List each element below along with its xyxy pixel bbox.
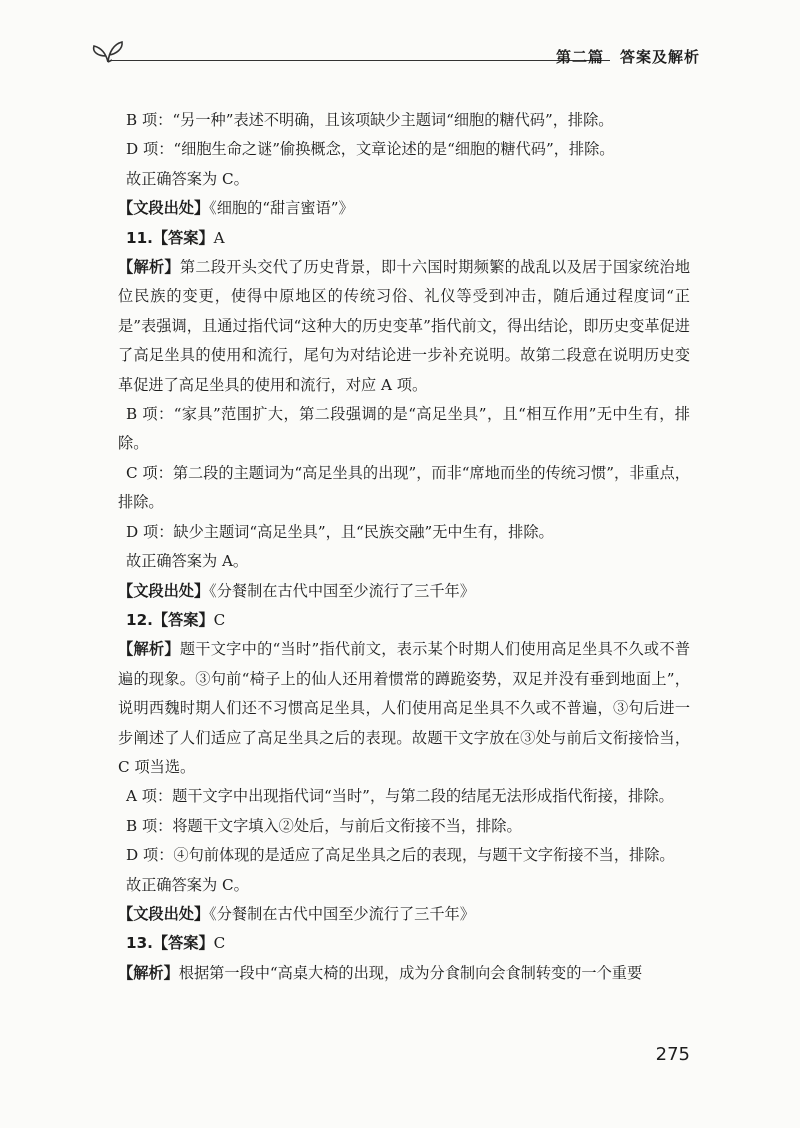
paragraph: 故正确答案为 C。 bbox=[126, 169, 249, 188]
paragraph: B 项：将题干文字填入②处后，与前后文衔接不当，排除。 bbox=[126, 816, 522, 835]
source-line: 【文段出处】《分餐制在古代中国至少流行了三千年》 bbox=[118, 581, 475, 600]
source-label: 【文段出处】 bbox=[118, 199, 210, 218]
answer-line: 13.【答案】C bbox=[126, 934, 226, 953]
analysis-label: 【解析】 bbox=[118, 258, 180, 277]
source-label: 【文段出处】 bbox=[118, 581, 210, 600]
analysis-paragraph: 【解析】题干文字中的“当时”指代前文，表示某个时期人们使用高足坐具不久或不普遍的现象。③句前“椅子上的仙人还用着惯常的蹲跪姿势，双足并没有垂到地面上”，说明西魏时期人们还不习惯高足坐具，人们使用高足坐具不久或不普遍，③句后进一步阐述了人们适应了高足坐具之后的表现。故题干文字放在③处与前后文衔接恰当，C 项当选。 bbox=[118, 640, 691, 776]
analysis-paragraph: 【解析】第二段开头交代了历史背景，即十六国时期频繁的战乱以及居于国家统治地位民族的变更，使得中原地区的传统习俗、礼仪等受到冲击，随后通过程度词“正是”表强调，且通过指代词“这种大的历史变革”指代前文，得出结论，即历史变革促进了高足坐具的使用和流行，尾句为对结论进一步补充说明。故第二段意在说明历史变革促进了高足坐具的使用和流行，对应 A 项。 bbox=[118, 258, 691, 394]
sprout-icon bbox=[88, 34, 128, 70]
paragraph: B 项：“另一种”表述不明确，且该项缺少主题词“细胞的糖代码”，排除。 bbox=[126, 111, 614, 129]
source-line: 【文段出处】《细胞的“甜言蜜语”》 bbox=[118, 199, 354, 218]
paragraph: 故正确答案为 C。 bbox=[126, 875, 249, 894]
page-number: 275 bbox=[655, 1044, 690, 1065]
source-line: 【文段出处】《分餐制在古代中国至少流行了三千年》 bbox=[118, 904, 475, 923]
source-label: 【文段出处】 bbox=[118, 904, 210, 923]
paragraph: A 项：题干文字中出现指代词“当时”，与第二段的结尾无法形成指代衔接，排除。 bbox=[126, 787, 674, 806]
analysis-paragraph: 【解析】根据第一段中“高桌大椅的出现，成为分食制向会食制转变的一个重要 bbox=[118, 963, 643, 982]
paragraph: D 项：缺少主题词“高足坐具”，且“民族交融”无中生有，排除。 bbox=[126, 522, 554, 541]
paragraph: D 项：④句前体现的是适应了高足坐具之后的表现，与题干文字衔接不当，排除。 bbox=[126, 846, 675, 865]
paragraph: 故正确答案为 A。 bbox=[126, 552, 249, 571]
answer-content bbox=[118, 106, 690, 988]
answer-label: 13.【答案】 bbox=[126, 934, 214, 953]
analysis-label: 【解析】 bbox=[118, 640, 180, 659]
answer-line: 11.【答案】A bbox=[126, 228, 225, 247]
analysis-label: 【解析】 bbox=[118, 963, 179, 982]
paragraph: D 项：“细胞生命之谜”偷换概念，文章论述的是“细胞的糖代码”，排除。 bbox=[126, 140, 615, 159]
header-title: 第二篇 答案及解析 bbox=[555, 48, 700, 66]
paragraph: C 项：第二段的主题词为“高足坐具的出现”，而非“席地而坐的传统习惯”，非重点，排除。 bbox=[118, 463, 690, 512]
paragraph: B 项：“家具”范围扩大，第二段强调的是“高足坐具”，且“相互作用”无中生有，排除。 bbox=[118, 405, 690, 453]
answer-label: 11.【答案】 bbox=[126, 228, 214, 247]
page-header bbox=[88, 34, 700, 74]
answer-label: 12.【答案】 bbox=[126, 610, 214, 629]
answer-line: 12.【答案】C bbox=[126, 610, 226, 629]
header-rule bbox=[110, 60, 610, 61]
